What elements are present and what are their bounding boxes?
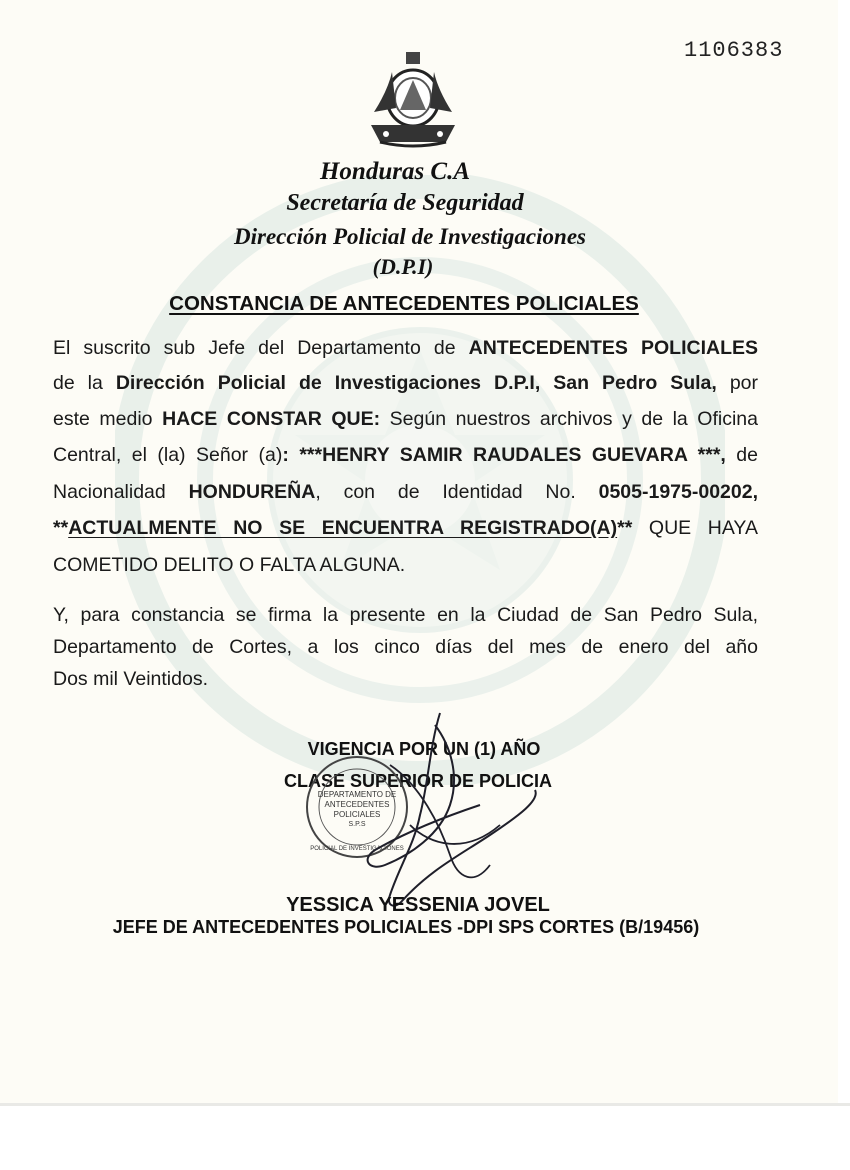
honduras-coat-of-arms-icon [366, 50, 460, 150]
stamp-line-5: POLICIAL DE INVESTIGACIONES [310, 846, 404, 852]
page-edge [0, 1103, 850, 1106]
validity-text: VIGENCIA POR UN (1) AÑO [307, 739, 541, 759]
body-line-7: COMETIDO DELITO O FALTA ALGUNA. [53, 554, 406, 576]
officer-rank: CLASE SUPERIOR DE POLICIA [283, 771, 553, 791]
text: ** [53, 517, 69, 539]
identity-number: 0505-1975-00202, [598, 481, 758, 503]
closing-line-2: Departamento de Cortes, a los cinco días del mes de enero del año [53, 636, 758, 658]
text: por [716, 372, 758, 394]
text: de la [53, 372, 116, 394]
text: , con de Identidad No. [315, 481, 599, 503]
text: Nacionalidad [53, 481, 189, 503]
closing-line-1: Y, para constancia se firma la presente en la Ciudad de San Pedro Sula, [53, 604, 758, 626]
handwritten-signature [290, 705, 550, 915]
nationality: HONDUREÑA [188, 481, 316, 503]
closing-line-3: Dos mil Veintidos. [53, 668, 208, 690]
stamp-line-2: ANTECEDENTES [324, 800, 390, 809]
header-ministry: Secretaría de Seguridad [286, 190, 524, 216]
office-name: Dirección Policial de Investigaciones D.P.I, San Pedro Sula, [115, 372, 717, 394]
body-line-3 [53, 405, 758, 433]
text: El suscrito sub Jefe del Departamento de [53, 337, 469, 359]
text: este medio [53, 408, 163, 430]
stamp-line-1: DEPARTAMENTO DE [317, 790, 397, 799]
record-status: ACTUALMENTE NO SE ENCUENTRA REGISTRADO(A) [68, 517, 618, 539]
text: de [725, 444, 758, 466]
document-title: CONSTANCIA DE ANTECEDENTES POLICIALES [169, 292, 639, 315]
body-line-1 [53, 334, 758, 362]
signatory-position: JEFE DE ANTECEDENTES POLICIALES -DPI SPS CORTES (B/19456) [112, 917, 700, 937]
stamp-line-3: POLICIALES [333, 810, 381, 819]
body-line-6 [53, 514, 758, 542]
text: Central, el (la) Señor (a) [53, 444, 283, 466]
text: Según nuestros archivos y de la Oficina [380, 408, 758, 430]
text: QUE HAYA [632, 517, 758, 539]
text: ** [617, 517, 633, 539]
person-name: : ***HENRY SAMIR RAUDALES GUEVARA ***, [282, 444, 726, 466]
body-line-2 [53, 369, 758, 397]
header-country: Honduras C.A [319, 158, 471, 185]
body-line-4 [53, 441, 758, 469]
stamp-line-4: S.P.S [348, 821, 366, 828]
signatory-name: YESSICA YESSENIA JOVEL [286, 894, 550, 916]
header-acronym: (D.P.I) [372, 254, 434, 279]
certify-phrase: HACE CONSTAR QUE: [162, 408, 381, 430]
header-directorate: Dirección Policial de Investigaciones [234, 224, 586, 249]
serial-number: 1106383 [684, 38, 784, 63]
department-name: ANTECEDENTES POLICIALES [468, 337, 758, 359]
body-line-5 [53, 478, 758, 506]
